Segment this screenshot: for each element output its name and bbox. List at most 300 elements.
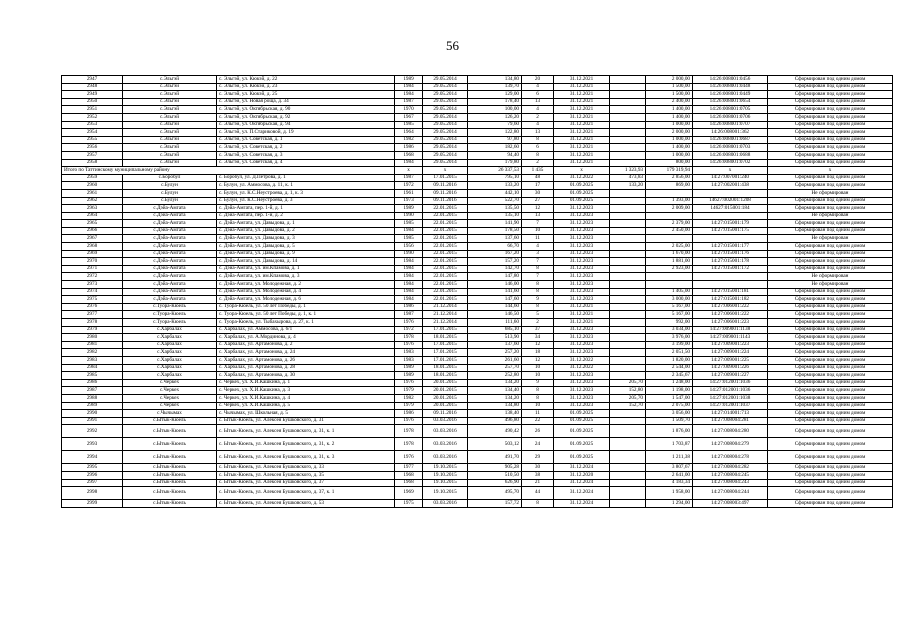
table-row bbox=[62, 258, 893, 266]
residents-cell: 10 bbox=[522, 364, 554, 372]
address-cell: с. Эльгэй, ул. Октябрьская, д. 94 bbox=[217, 121, 395, 129]
status-cell: Не сформирован bbox=[768, 235, 893, 243]
housing-register-table bbox=[61, 75, 893, 508]
row-number: 2982 bbox=[62, 349, 123, 357]
table-row bbox=[62, 189, 893, 197]
year-cell: 1985 bbox=[395, 220, 423, 228]
residents-cell: 17 bbox=[522, 182, 554, 190]
residents-cell: 4 bbox=[522, 121, 554, 129]
cadastral-cell: 14:27:008004:281 bbox=[693, 417, 768, 425]
address-cell: с. Дэйа-Амгата, ул. Молодежная, д. 4 bbox=[217, 288, 395, 296]
address-cell: с. Дэйа-Амгата, ул. им.Кпамова, д. 3 bbox=[217, 273, 395, 281]
date-cell: 29.05.2014 bbox=[423, 91, 468, 99]
row-number: 2974 bbox=[62, 288, 123, 296]
deadline-cell: 31.12.2023 bbox=[554, 212, 610, 220]
residents-cell: 2 bbox=[522, 113, 554, 121]
deadline-cell: 31.12.2023 bbox=[554, 334, 610, 342]
relocated-area-cell bbox=[610, 258, 646, 266]
row-number: 2992 bbox=[62, 425, 123, 438]
residents-cell: 20 bbox=[522, 76, 554, 84]
cost-cell bbox=[646, 281, 693, 289]
area-cell: 144,60 bbox=[468, 303, 522, 311]
residents-cell: 12 bbox=[522, 341, 554, 349]
settlement-cell: с.Булун bbox=[123, 182, 217, 190]
area-cell: 133,20 bbox=[468, 182, 522, 190]
address-cell: с. Чычымах, ул. Школьная, д. 5 bbox=[217, 410, 395, 418]
area-cell: 491,70 bbox=[468, 451, 522, 464]
area-cell: 139,70 bbox=[468, 83, 522, 91]
row-number: 2971 bbox=[62, 265, 123, 273]
residents-cell: 22 bbox=[522, 417, 554, 425]
cadastral-cell: 14:27:008004:278 bbox=[693, 451, 768, 464]
settlement-cell: с.Эльгэй bbox=[123, 144, 217, 152]
address-cell: с. Туора-Кюель, ул. 50 лет Победы, д. 1, к. 1 bbox=[217, 311, 395, 319]
relocated-area-cell bbox=[610, 281, 646, 289]
year-cell: 1976 bbox=[395, 379, 423, 387]
year-cell: 1961 bbox=[395, 189, 423, 197]
date-cell: 09.11.2016 bbox=[423, 197, 468, 205]
cadastral-cell: 14:27:009001:1143 bbox=[693, 334, 768, 342]
date-cell: 18.01.2015 bbox=[423, 372, 468, 380]
deadline-cell: 31.12.2021 bbox=[554, 121, 610, 129]
row-number: 2984 bbox=[62, 364, 123, 372]
relocated-area-cell bbox=[610, 410, 646, 418]
address-cell: с. Эльгэй, ул. Кюкэй, д. 23 bbox=[217, 83, 395, 91]
table-row bbox=[62, 227, 893, 235]
cost-cell: 1 400,00 bbox=[646, 113, 693, 121]
relocated-area-cell bbox=[610, 479, 646, 487]
status-cell: Сформирован под одним домом bbox=[768, 451, 893, 464]
address-cell: с. Булун, ул. Аммосова, д. 11, к. 1 bbox=[217, 182, 395, 190]
date-cell: 22.01.2015 bbox=[423, 212, 468, 220]
cadastral-cell: 14:27:009001:227 bbox=[693, 372, 768, 380]
row-number: 2951 bbox=[62, 106, 123, 114]
settlement-cell: с.Харбалах bbox=[123, 356, 217, 364]
relocated-area-cell bbox=[610, 189, 646, 197]
year-cell: 1986 bbox=[395, 303, 423, 311]
address-cell: с. Черкех, ул. Х.И.Кашкина, д. 5 bbox=[217, 402, 395, 410]
table-row bbox=[62, 121, 893, 129]
deadline-cell: 31.12.2021 bbox=[554, 91, 610, 99]
row-number: 2975 bbox=[62, 296, 123, 304]
year-cell: 1984 bbox=[395, 296, 423, 304]
address-cell: с. Ытык-Кюель, ул. Алексея Бушковского, д. 35 bbox=[217, 471, 395, 479]
address-cell: с. Ытык-Кюель, ул. Алексея Бушковского, д. 31, к. 2 bbox=[217, 438, 395, 451]
table-row bbox=[62, 464, 893, 472]
settlement-cell: с.Ытык-Кюель bbox=[123, 438, 217, 451]
date-cell: 29.05.2014 bbox=[423, 83, 468, 91]
settlement-cell: с.Харбалах bbox=[123, 334, 217, 342]
year-cell: 1969 bbox=[395, 487, 423, 500]
address-cell: с. Эльгэй, ул. Октябрьская, д. 92 bbox=[217, 113, 395, 121]
row-number: 2954 bbox=[62, 129, 123, 137]
status-cell: Сформирован под одним домом bbox=[768, 265, 893, 273]
area-cell: 261,60 bbox=[468, 356, 522, 364]
table-row bbox=[62, 372, 893, 380]
table-row bbox=[62, 151, 893, 159]
address-cell: с. Булун, ул. К.С.Неустроева, д. 1, к. 3 bbox=[217, 189, 395, 197]
cost-cell: 1 703,87 bbox=[646, 438, 693, 451]
residents-cell: 7 bbox=[522, 258, 554, 266]
settlement-cell: с.Туора-Кюель bbox=[123, 319, 217, 327]
status-cell: Сформирован под одним домом bbox=[768, 487, 893, 500]
cost-cell: 2 856,00 bbox=[646, 174, 693, 182]
settlement-cell: с.Дэйа-Амгата bbox=[123, 220, 217, 228]
residents-cell: 8 bbox=[522, 288, 554, 296]
status-cell: Сформирован под одним домом bbox=[768, 387, 893, 395]
year-cell: 1986 bbox=[395, 144, 423, 152]
area-cell: 503,12 bbox=[468, 438, 522, 451]
settlement-cell: с.Ытык-Кюель bbox=[123, 417, 217, 425]
year-cell: 1976 bbox=[395, 319, 423, 327]
table-row bbox=[62, 479, 893, 487]
deadline-cell: 31.12.2021 bbox=[554, 136, 610, 144]
settlement-cell: с.Булун bbox=[123, 189, 217, 197]
relocated-area-cell bbox=[610, 121, 646, 129]
row-number: 2949 bbox=[62, 91, 123, 99]
row-number: 2966 bbox=[62, 227, 123, 235]
status-cell: Сформирован под одним домом bbox=[768, 326, 893, 334]
relocated-area-cell: 152,80 bbox=[610, 387, 646, 395]
residents-cell: 10 bbox=[522, 372, 554, 380]
status-cell: Сформирован под одним домом bbox=[768, 349, 893, 357]
area-cell: 147,60 bbox=[468, 296, 522, 304]
year-cell: 1986 bbox=[395, 410, 423, 418]
address-cell: с. Дэйа-Амгата, ул. Давыдова, д. 5 bbox=[217, 243, 395, 251]
deadline-cell: 31.12.2021 bbox=[554, 159, 610, 167]
status-cell: Сформирован под одним домом bbox=[768, 76, 893, 84]
area-cell: 442,10 bbox=[468, 189, 522, 197]
table-row bbox=[62, 417, 893, 425]
area-cell: 182,60 bbox=[468, 144, 522, 152]
table-row bbox=[62, 356, 893, 364]
settlement-cell: с.Туора-Кюель bbox=[123, 311, 217, 319]
row-number: 2968 bbox=[62, 243, 123, 251]
deadline-cell: 31.12.2023 bbox=[554, 220, 610, 228]
relocated-area-cell: 473,83 bbox=[610, 174, 646, 182]
cadastral-cell: 14:27:008004:279 bbox=[693, 438, 768, 451]
address-cell: с. Туора-Кюель, ул. Тыбахырова, д. 27, к. 1 bbox=[217, 319, 395, 327]
total-area-cell: 26 337,53 bbox=[468, 167, 522, 175]
row-number: 2994 bbox=[62, 451, 123, 464]
relocated-area-cell bbox=[610, 243, 646, 251]
cost-cell bbox=[646, 212, 693, 220]
residents-cell: 13 bbox=[522, 212, 554, 220]
status-cell: Сформирован под одним домом bbox=[768, 243, 893, 251]
total-c12-cell: х bbox=[768, 167, 893, 175]
table-row bbox=[62, 364, 893, 372]
residents-cell: 37 bbox=[522, 326, 554, 334]
date-cell: 22.01.2015 bbox=[423, 288, 468, 296]
row-number: 2958 bbox=[62, 159, 123, 167]
cadastral-cell: 14:27:012001:1036 bbox=[693, 387, 768, 395]
row-number: 2962 bbox=[62, 197, 123, 205]
table-row bbox=[62, 394, 893, 402]
address-cell: с. Туора-Кюель, ул. 50 лет Победы, д. 1 bbox=[217, 303, 395, 311]
address-cell: с. Дэйа-Амгата, ул. Давыдова, д. 14 bbox=[217, 258, 395, 266]
area-cell: 141,60 bbox=[468, 288, 522, 296]
row-number: 2999 bbox=[62, 500, 123, 508]
residents-cell: 30 bbox=[522, 464, 554, 472]
date-cell: 22.01.2015 bbox=[423, 265, 468, 273]
settlement-cell: с.Дэйа-Амгата bbox=[123, 205, 217, 213]
cost-cell: 1 294,00 bbox=[646, 500, 693, 508]
cost-cell: 2 923,00 bbox=[646, 265, 693, 273]
relocated-area-cell bbox=[610, 319, 646, 327]
address-cell: с. Ытык-Кюель, ул. Алексея Бушковского, д. 31, к. 3 bbox=[217, 451, 395, 464]
cost-cell: 3 056,00 bbox=[646, 410, 693, 418]
deadline-cell: 31.12.2021 bbox=[554, 129, 610, 137]
settlement-cell: с.Харбалах bbox=[123, 326, 217, 334]
row-number: 2986 bbox=[62, 379, 123, 387]
cadastral-cell: 14:27:015001:177 bbox=[693, 243, 768, 251]
deadline-cell: 31.12.2023 bbox=[554, 296, 610, 304]
total-c8-cell: х bbox=[554, 167, 610, 175]
year-cell: 1989 bbox=[395, 372, 423, 380]
status-cell: Не сформирован bbox=[768, 273, 893, 281]
residents-cell: 6 bbox=[522, 144, 554, 152]
address-cell: с. Булун, ул. К.С.Неустроева, д. 3 bbox=[217, 197, 395, 205]
date-cell: 22.01.2015 bbox=[423, 273, 468, 281]
cost-cell: 1 400,00 bbox=[646, 144, 693, 152]
status-cell: Сформирован под одним домом bbox=[768, 205, 893, 213]
status-cell: Сформирован под одним домом bbox=[768, 91, 893, 99]
year-cell: 1985 bbox=[395, 121, 423, 129]
relocated-area-cell bbox=[610, 288, 646, 296]
settlement-cell: с.Эльгэй bbox=[123, 121, 217, 129]
status-cell: Сформирован под одним домом bbox=[768, 250, 893, 258]
cost-cell: 2 379,00 bbox=[646, 220, 693, 228]
residents-cell: 8 bbox=[522, 281, 554, 289]
address-cell: с. Черкех, ул. Х.И.Кашкина, д. 4 bbox=[217, 394, 395, 402]
relocated-area-cell bbox=[610, 341, 646, 349]
address-cell: с. Эльгэй, ул. Советская, д. 2 bbox=[217, 144, 395, 152]
year-cell: 1985 bbox=[395, 235, 423, 243]
relocated-area-cell bbox=[610, 471, 646, 479]
row-number: 2993 bbox=[62, 438, 123, 451]
table-row bbox=[62, 76, 893, 84]
settlement-cell: с.Ытык-Кюель bbox=[123, 479, 217, 487]
address-cell: с. Боробул, ул. Д.Петрова, д. 1 bbox=[217, 174, 395, 182]
cost-cell: 2 641,00 bbox=[646, 471, 693, 479]
row-number: 2989 bbox=[62, 402, 123, 410]
status-cell: Сформирован под одним домом bbox=[768, 288, 893, 296]
date-cell: 03.03.2016 bbox=[423, 425, 468, 438]
area-cell: 626,90 bbox=[468, 479, 522, 487]
relocated-area-cell bbox=[610, 212, 646, 220]
relocated-area-cell bbox=[610, 296, 646, 304]
area-cell: 167,20 bbox=[468, 250, 522, 258]
settlement-cell: с.Ытык-Кюель bbox=[123, 451, 217, 464]
relocated-area-cell bbox=[610, 197, 646, 205]
row-number: 2963 bbox=[62, 205, 123, 213]
area-cell: 522,70 bbox=[468, 197, 522, 205]
relocated-area-cell bbox=[610, 303, 646, 311]
cadastral-cell: 14:27:014001:713 bbox=[693, 410, 768, 418]
deadline-cell: 31.12.2023 bbox=[554, 349, 610, 357]
table-row bbox=[62, 410, 893, 418]
relocated-area-cell bbox=[610, 220, 646, 228]
cost-cell: 2 075,00 bbox=[646, 402, 693, 410]
deadline-cell: 31.12.2023 bbox=[554, 235, 610, 243]
residents-cell: 12 bbox=[522, 205, 554, 213]
residents-cell: 12 bbox=[522, 356, 554, 364]
year-cell: 1973 bbox=[395, 197, 423, 205]
table-body bbox=[62, 76, 893, 508]
date-cell: 22.01.2015 bbox=[423, 220, 468, 228]
settlement-cell: с.Эльгэй bbox=[123, 129, 217, 137]
residents-cell: 8 bbox=[522, 500, 554, 508]
deadline-cell: 31.12.2023 bbox=[554, 326, 610, 334]
total-label: Итого по Таттинскому муниципальному району bbox=[62, 167, 395, 175]
address-cell: с. Эльгэй, ул. П.Стариковой, д. 19 bbox=[217, 129, 395, 137]
date-cell: 19.10.2015 bbox=[423, 479, 468, 487]
relocated-area-cell bbox=[610, 464, 646, 472]
area-cell: 157,72 bbox=[468, 500, 522, 508]
residents-cell: 4 bbox=[522, 106, 554, 114]
date-cell: 29.05.2014 bbox=[423, 159, 468, 167]
table-row bbox=[62, 273, 893, 281]
status-cell: Сформирован под одним домом bbox=[768, 98, 893, 106]
date-cell: 17.01.2015 bbox=[423, 341, 468, 349]
address-cell: с. Дэйа-Амгата, ул. Давыдова, д. 9 bbox=[217, 250, 395, 258]
residents-cell: 34 bbox=[522, 334, 554, 342]
row-number: 2981 bbox=[62, 341, 123, 349]
deadline-cell: 31.12.2023 bbox=[554, 387, 610, 395]
area-cell: 135,50 bbox=[468, 205, 522, 213]
row-number: 2959 bbox=[62, 174, 123, 182]
address-cell: с. Ытык-Кюель, ул. Алексея Бушковского, д. 33 bbox=[217, 464, 395, 472]
settlement-cell: с.Харбалах bbox=[123, 364, 217, 372]
date-cell: 22.01.2015 bbox=[423, 205, 468, 213]
cadastral-cell: 14:26:008001:0703 bbox=[693, 144, 768, 152]
status-cell: Сформирован под одним домом bbox=[768, 394, 893, 402]
table-row bbox=[62, 349, 893, 357]
cost-cell: 3 034,00 bbox=[646, 326, 693, 334]
deadline-cell: 01.09.2025 bbox=[554, 425, 610, 438]
residents-cell: 8 bbox=[522, 265, 554, 273]
address-cell: с. Дэйа-Амгата, ул. Давыдова, д. 1 bbox=[217, 220, 395, 228]
residents-cell: 8 bbox=[522, 303, 554, 311]
date-cell: 09.11.2016 bbox=[423, 410, 468, 418]
status-cell: Сформирован под одним домом bbox=[768, 311, 893, 319]
year-cell: 1984 bbox=[395, 265, 423, 273]
deadline-cell: 31.12.2021 bbox=[554, 76, 610, 84]
area-cell: 79,60 bbox=[468, 121, 522, 129]
residents-cell: 10 bbox=[522, 402, 554, 410]
date-cell: 22.01.2015 bbox=[423, 258, 468, 266]
address-cell: с. Дэйа-Амгата, пер. 1-й, д. 2 bbox=[217, 212, 395, 220]
deadline-cell: 31.12.2022 bbox=[554, 356, 610, 364]
table-row bbox=[62, 220, 893, 228]
address-cell: с. Харбалах, ул. Артамонова, д. 28 bbox=[217, 364, 395, 372]
area-cell: 510,50 bbox=[468, 471, 522, 479]
status-cell: Сформирован под одним домом bbox=[768, 151, 893, 159]
settlement-cell: с.Харбалах bbox=[123, 372, 217, 380]
row-number: 2948 bbox=[62, 83, 123, 91]
cadastral-cell: 14:27:012001:1038 bbox=[693, 394, 768, 402]
settlement-cell: с.Харбалах bbox=[123, 341, 217, 349]
address-cell: с. Дэйа-Амгата, ул. Молодежная, д. 6 bbox=[217, 296, 395, 304]
row-number: 2964 bbox=[62, 212, 123, 220]
date-cell: 29.05.2014 bbox=[423, 106, 468, 114]
date-cell: 29.05.2014 bbox=[423, 76, 468, 84]
settlement-cell: с.Дэйа-Амгата bbox=[123, 296, 217, 304]
year-cell: 1984 bbox=[395, 91, 423, 99]
relocated-area-cell bbox=[610, 235, 646, 243]
settlement-cell: с.Дэйа-Амгата bbox=[123, 273, 217, 281]
cost-cell: 1 393,00 bbox=[646, 197, 693, 205]
row-number: 2957 bbox=[62, 151, 123, 159]
cadastral-cell: 14:26:008001:0706 bbox=[693, 113, 768, 121]
year-cell: 1987 bbox=[395, 174, 423, 182]
date-cell: 20.01.2015 bbox=[423, 394, 468, 402]
deadline-cell: 01.09.2025 bbox=[554, 451, 610, 464]
date-cell: 21.12.2014 bbox=[423, 311, 468, 319]
table-row bbox=[62, 235, 893, 243]
deadline-cell: 31.12.2021 bbox=[554, 106, 610, 114]
cost-cell: 3 000,00 bbox=[646, 296, 693, 304]
table-row bbox=[62, 379, 893, 387]
table-row bbox=[62, 319, 893, 327]
residents-cell: 44 bbox=[522, 487, 554, 500]
residents-cell: 10 bbox=[522, 227, 554, 235]
area-cell: 100,00 bbox=[468, 106, 522, 114]
year-cell: 1968 bbox=[395, 471, 423, 479]
date-cell: 19.10.2015 bbox=[423, 471, 468, 479]
cadastral-cell: 14:27:008004:245 bbox=[693, 471, 768, 479]
area-cell: 147,80 bbox=[468, 273, 522, 281]
row-number: 2976 bbox=[62, 303, 123, 311]
total-row bbox=[62, 167, 893, 175]
deadline-cell: 31.12.2021 bbox=[554, 83, 610, 91]
cadastral-cell: 14:27:008004:244 bbox=[693, 487, 768, 500]
table-row bbox=[62, 334, 893, 342]
deadline-cell: 31.12.2023 bbox=[554, 372, 610, 380]
status-cell: Не сформирован bbox=[768, 189, 893, 197]
year-cell: 1983 bbox=[395, 349, 423, 357]
residents-cell: 11 bbox=[522, 410, 554, 418]
cadastral-cell: 14:27:009001:1138 bbox=[693, 326, 768, 334]
cadastral-cell bbox=[693, 235, 768, 243]
address-cell: с. Харбалах, ул. Аммосова, д. 6/1 bbox=[217, 326, 395, 334]
cadastral-cell: 14:27:008004:243 bbox=[693, 479, 768, 487]
cost-cell: 1 547,00 bbox=[646, 394, 693, 402]
area-cell: 129,00 bbox=[468, 91, 522, 99]
year-cell: 1982 bbox=[395, 136, 423, 144]
residents-cell: 29 bbox=[522, 451, 554, 464]
cadastral-cell: 14:27:012001:1036 bbox=[693, 379, 768, 387]
status-cell: Сформирован под одним домом bbox=[768, 296, 893, 304]
year-cell: 1975 bbox=[395, 500, 423, 508]
cadastral-cell: 14:26:008001:0705 bbox=[693, 106, 768, 114]
row-number: 2960 bbox=[62, 182, 123, 190]
date-cell: 18.01.2015 bbox=[423, 364, 468, 372]
cost-cell: 4 183,34 bbox=[646, 479, 693, 487]
status-cell: Сформирован под одним домом bbox=[768, 113, 893, 121]
area-cell: 134,80 bbox=[468, 76, 522, 84]
relocated-area-cell bbox=[610, 425, 646, 438]
deadline-cell: 31.12.2023 bbox=[554, 273, 610, 281]
row-number: 2985 bbox=[62, 372, 123, 380]
residents-cell: 11 bbox=[522, 235, 554, 243]
deadline-cell: 31.12.2022 bbox=[554, 364, 610, 372]
cost-cell: 3 807,67 bbox=[646, 464, 693, 472]
address-cell: с. Черкех, ул. Х.И.Кашкина, д. 1 bbox=[217, 379, 395, 387]
total-c4-cell: х bbox=[395, 167, 423, 175]
area-cell: 496,80 bbox=[468, 417, 522, 425]
deadline-cell: 31.12.2023 bbox=[554, 265, 610, 273]
